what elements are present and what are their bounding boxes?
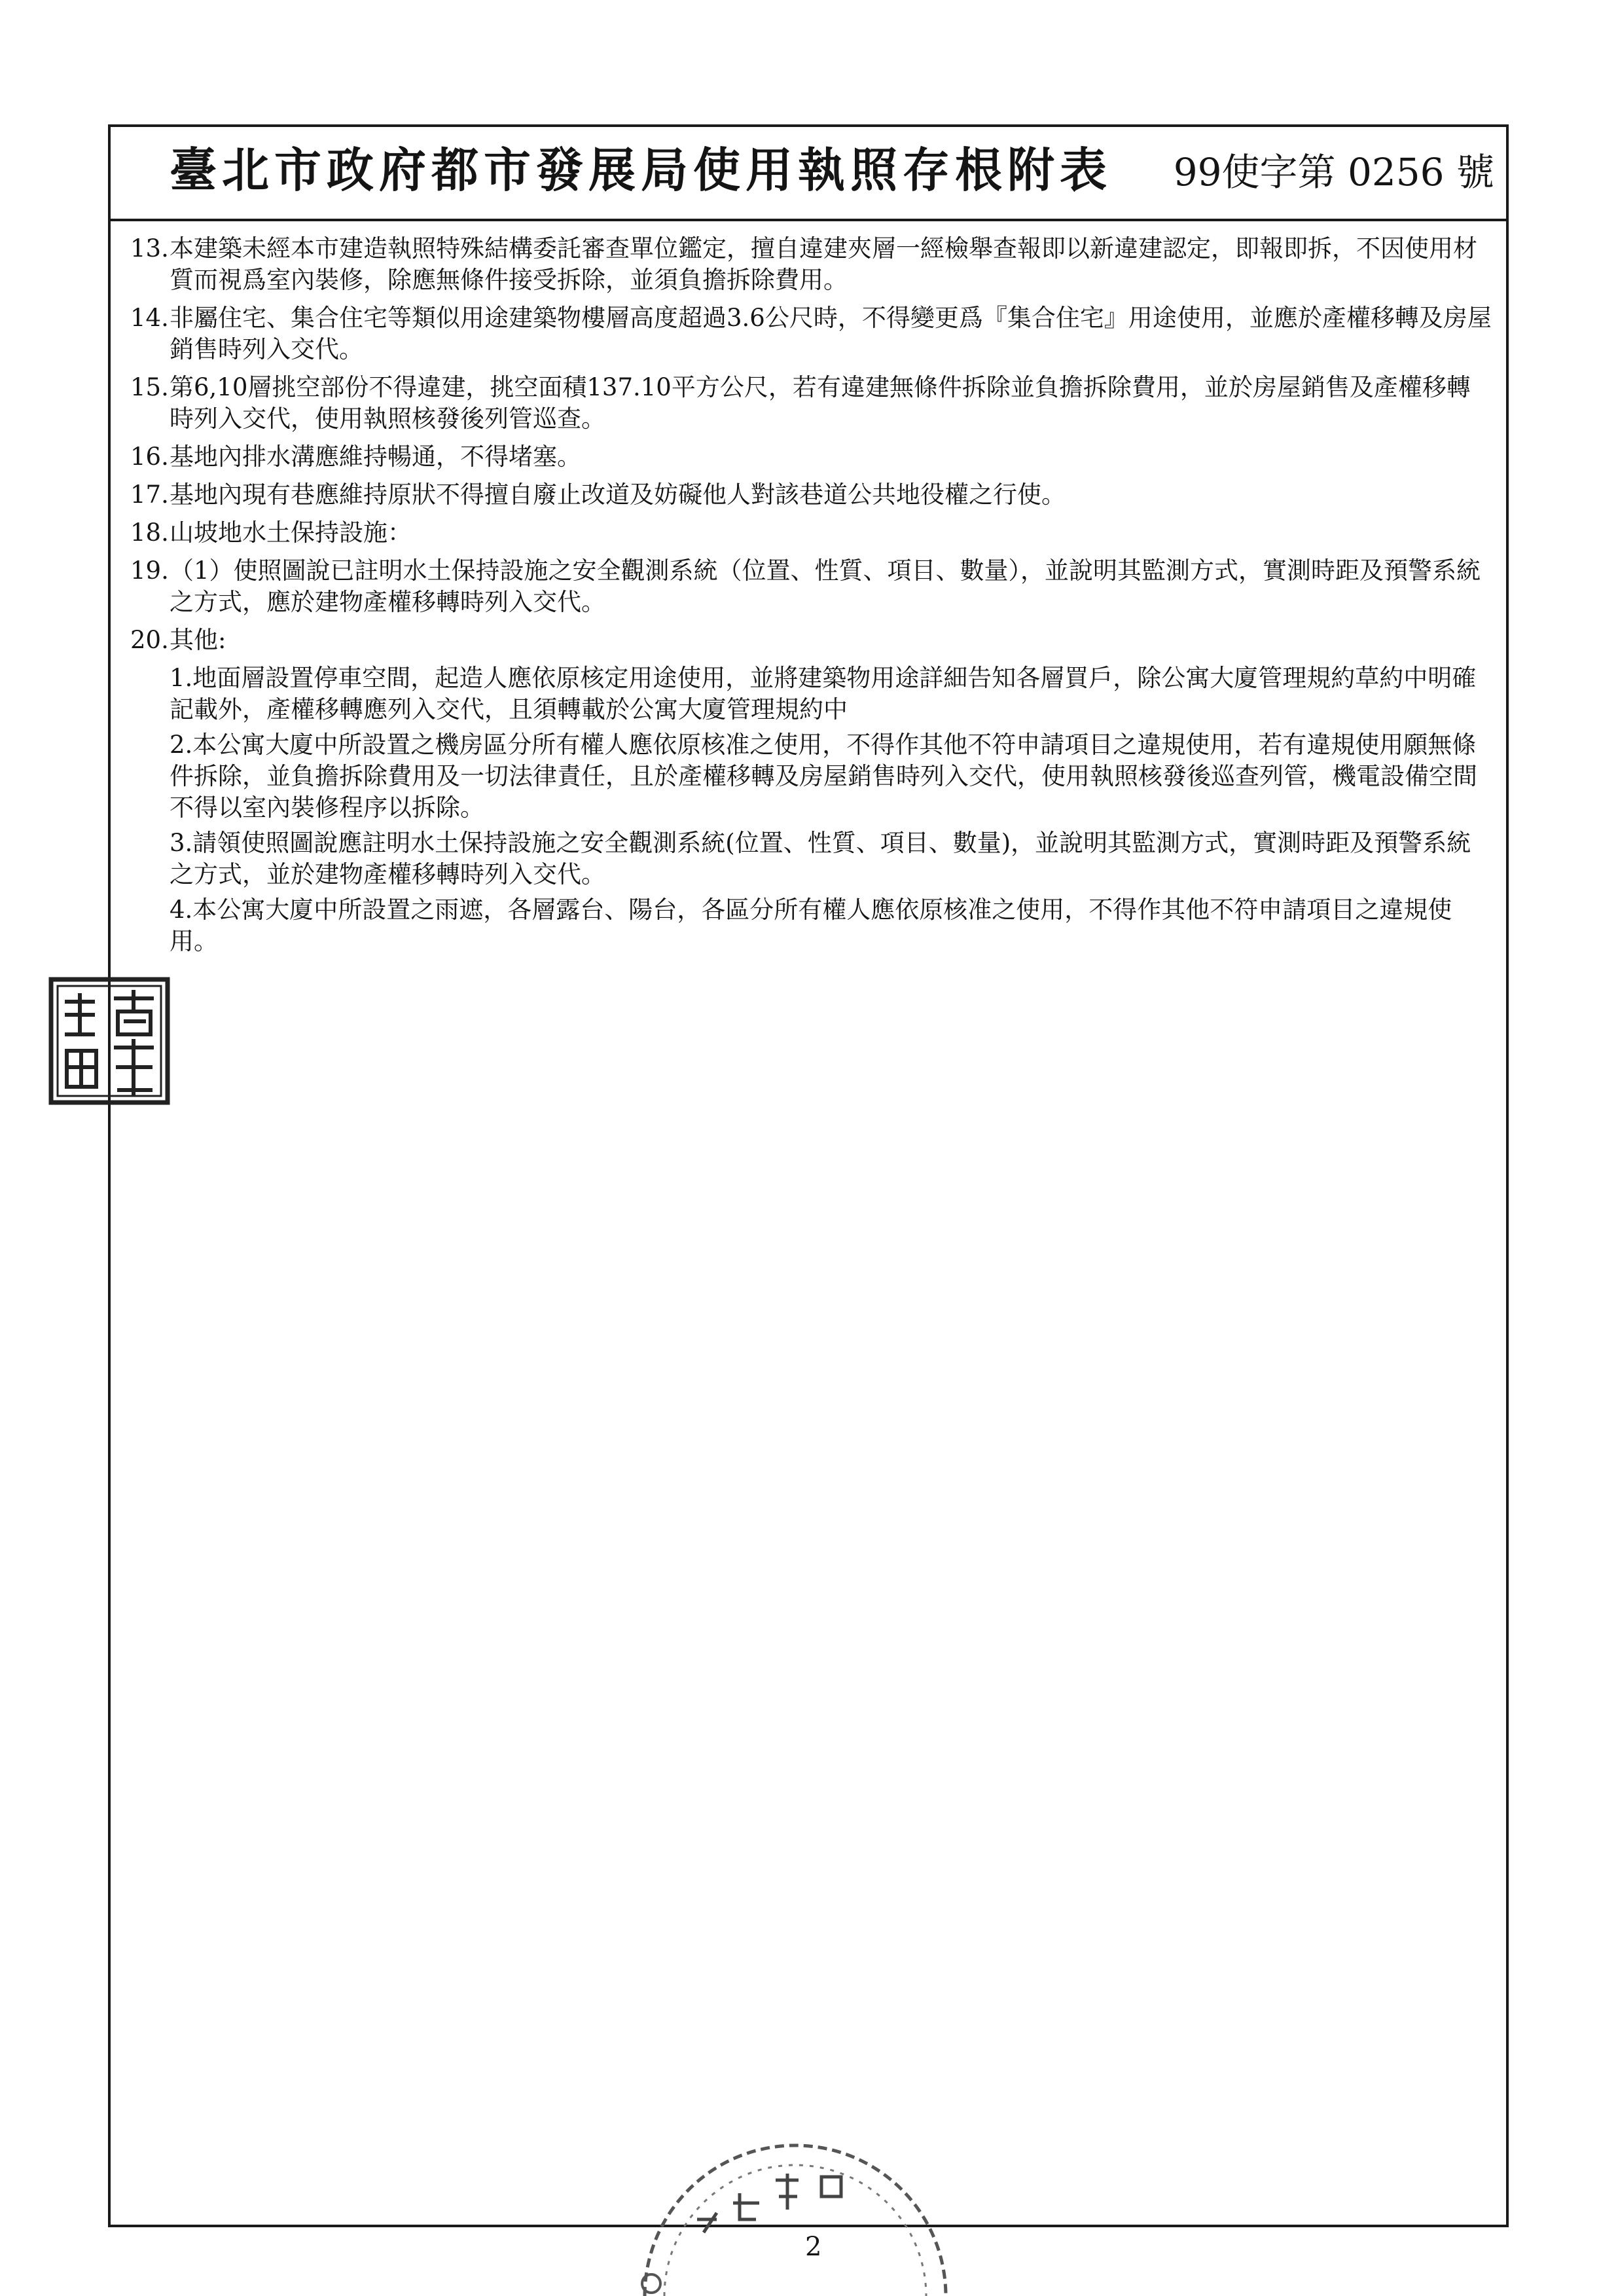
condition-text: 第6,10層挑空部份不得違建，挑空面積137.10平方公尺，若有違建無條件拆除並負擔拆除費用，並於房屋銷售及產權移轉時列入交代，使用執照核發後列管巡查。 [170, 373, 1471, 433]
condition-number: 15. [130, 373, 169, 401]
document-header [111, 127, 1506, 221]
condition-item [130, 441, 1493, 473]
condition-text: 基地內排水溝應維持暢通，不得堵塞。 [170, 443, 581, 471]
condition-number: 20. [130, 626, 169, 654]
other-condition-item: 2.本公寓大廈中所設置之機房區分所有權人應依原核准之使用，不得作其他不符申請項目之違規使用，若有違規使用願無條件拆除，並負擔拆除費用及一切法律責任，且於產權移轉及房屋銷售時列入交代，使用執照核發後巡查列管，機電設備空間不得以室內裝修程序以拆除。 [170, 731, 1477, 822]
page-number: 2 [805, 2232, 822, 2262]
condition-text: 山坡地水土保持設施： [170, 519, 412, 547]
other-condition-item: 1.地面層設置停車空間，起造人應依原核定用途使用，並將建築物用途詳細告知各層買戶，除公寓大廈管理規約草約中明確記載外，產權移轉應列入交代，且須轉載於公寓大廈管理規約中 [170, 664, 1477, 723]
square-seal-icon [47, 975, 171, 1106]
condition-text: 非屬住宅、集合住宅等類似用途建築物樓層高度超過3.6公尺時，不得變更爲『集合住宅』用途使用，並應於產權移轉及房屋銷售時列入交代。 [170, 304, 1492, 363]
condition-item [130, 479, 1493, 511]
condition-item [130, 372, 1493, 435]
condition-number: 13. [130, 234, 169, 263]
condition-item [130, 233, 1493, 296]
condition-number: 17. [130, 481, 169, 509]
other-condition-item: 3.請領使照圖說應註明水土保持設施之安全觀測系統(位置、性質、項目、數量)，並說明其監測方式，實測時距及預警系統之方式，並於建物產權移轉時列入交代。 [170, 829, 1471, 888]
condition-text: （1）使照圖說已註明水土保持設施之安全觀測系統（位置、性質、項目、數量），並說明其監測方式，實測時距及預警系統之方式，應於建物產權移轉時列入交代。 [170, 556, 1481, 616]
document-frame [108, 124, 1509, 2227]
condition-text: 其他: [170, 626, 226, 654]
condition-item [130, 625, 1493, 656]
condition-text: 本建築未經本市建造執照特殊結構委託審查單位鑑定，擅自違建夾層一經檢舉查報即以新違建認定，即報即拆，不因使用材質而視爲室內裝修，除應無條件接受拆除，並須負擔拆除費用。 [170, 234, 1477, 294]
other-condition-item: 4.本公寓大廈中所設置之雨遮，各層露台、陽台，各區分所有權人應依原核准之使用，不得作其他不符申請項目之違規使用。 [170, 896, 1452, 955]
condition-item [130, 517, 1493, 549]
round-seal-icon [625, 2134, 965, 2296]
condition-item [130, 302, 1493, 365]
condition-number: 19. [130, 556, 169, 585]
condition-item [130, 555, 1493, 618]
condition-number: 16. [130, 443, 169, 471]
condition-number: 18. [130, 519, 169, 547]
permit-number: 99使字第 0256 號 [1173, 150, 1494, 194]
conditions-list [130, 233, 1493, 961]
condition-text: 基地內現有巷應維持原狀不得擅自廢止改道及妨礙他人對該巷道公共地役權之行使。 [170, 481, 1066, 509]
document-title: 臺北市政府都市發展局使用執照存根附表 [169, 142, 1112, 198]
condition-number: 14. [130, 304, 169, 332]
